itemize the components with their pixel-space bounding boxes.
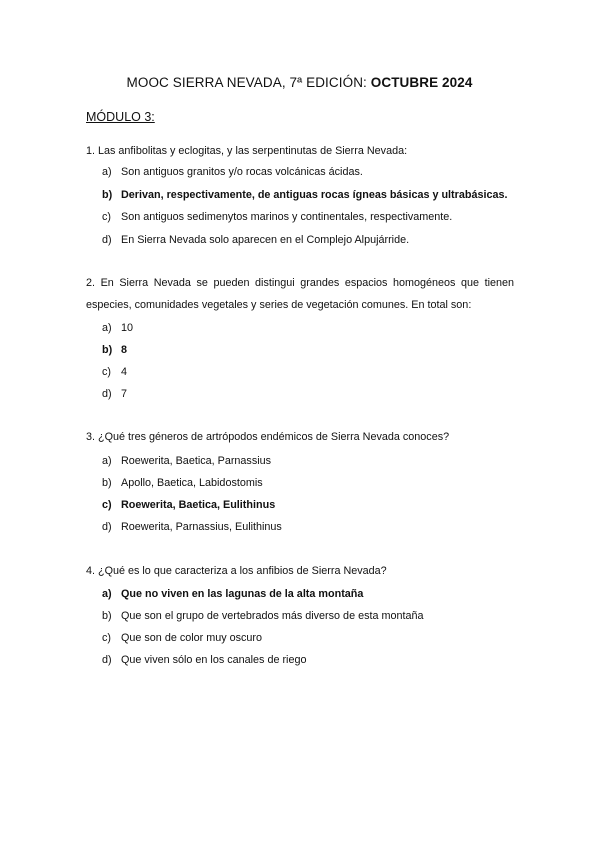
option-letter: d) — [102, 388, 112, 400]
option-letter: a) — [102, 166, 112, 178]
option-2b-correct — [102, 343, 127, 357]
option-letter: d) — [102, 521, 112, 533]
option-text: Son antiguos sedimenytos marinos y continentales, respectivamente. — [121, 211, 453, 223]
option-text: Derivan, respectivamente, de antiguas rocas ígneas básicas y ultrabásicas. — [121, 189, 508, 201]
question-2: 2. En Sierra Nevada se pueden distingui grandes espacios homogéneos que tienen especies, comunidades vegetales y series de vegetación comunes. En total son: — [86, 277, 514, 311]
module-heading: MÓDULO 3: — [86, 110, 155, 124]
option-text: Que no viven en las lagunas de la alta montaña — [121, 588, 364, 600]
option-1b-correct — [102, 188, 507, 202]
option-letter: a) — [102, 455, 112, 467]
document-title — [0, 75, 599, 90]
option-2c — [102, 365, 127, 379]
option-letter: c) — [102, 499, 112, 511]
option-1d — [102, 233, 409, 247]
option-letter: d) — [102, 234, 112, 246]
question-1: 1. Las anfibolitas y eclogitas, y las serpentinutas de Sierra Nevada: — [86, 145, 408, 157]
option-letter: b) — [102, 344, 113, 356]
option-letter: c) — [102, 211, 111, 223]
option-text: En Sierra Nevada solo aparecen en el Complejo Alpujárride. — [121, 234, 410, 246]
option-text: Roewerita, Parnassius, Eulithinus — [121, 521, 282, 533]
option-text: Que viven sólo en los canales de riego — [121, 654, 307, 666]
option-3a — [102, 454, 271, 468]
option-letter: c) — [102, 632, 111, 644]
title-date: OCTUBRE 2024 — [370, 75, 473, 90]
option-2d — [102, 387, 127, 401]
option-text: Son antiguos granitos y/o rocas volcánicas ácidas. — [121, 166, 363, 178]
question-4: 4. ¿Qué es lo que caracteriza a los anfibios de Sierra Nevada? — [86, 565, 387, 577]
option-1a — [102, 165, 363, 179]
option-3c-correct — [102, 498, 275, 512]
option-3b — [102, 476, 263, 490]
option-text: Roewerita, Baetica, Eulithinus — [121, 499, 276, 511]
option-1c — [102, 210, 452, 224]
option-letter: b) — [102, 477, 112, 489]
option-text: 8 — [121, 344, 128, 356]
option-letter: c) — [102, 366, 111, 378]
option-text: Que son de color muy oscuro — [121, 632, 263, 644]
option-letter: a) — [102, 322, 112, 334]
option-text: 10 — [121, 322, 134, 334]
option-4a-correct — [102, 587, 363, 601]
option-letter: d) — [102, 654, 112, 666]
option-text: Roewerita, Baetica, Parnassius — [121, 455, 272, 467]
question-3: 3. ¿Qué tres géneros de artrópodos endémicos de Sierra Nevada conoces? — [86, 431, 450, 443]
option-letter: b) — [102, 189, 113, 201]
option-3d — [102, 520, 282, 534]
option-text: 4 — [121, 366, 128, 378]
option-text: Apollo, Baetica, Labidostomis — [121, 477, 263, 489]
option-4c — [102, 631, 262, 645]
option-4d — [102, 653, 306, 667]
option-text: Que son el grupo de vertebrados más diverso de esta montaña — [121, 610, 424, 622]
option-2a — [102, 321, 133, 335]
option-letter: b) — [102, 610, 112, 622]
option-text: 7 — [121, 388, 128, 400]
title-main: MOOC SIERRA NEVADA, 7ª EDICIÓN: — [126, 75, 371, 90]
option-4b — [102, 609, 424, 623]
option-letter: a) — [102, 588, 112, 600]
